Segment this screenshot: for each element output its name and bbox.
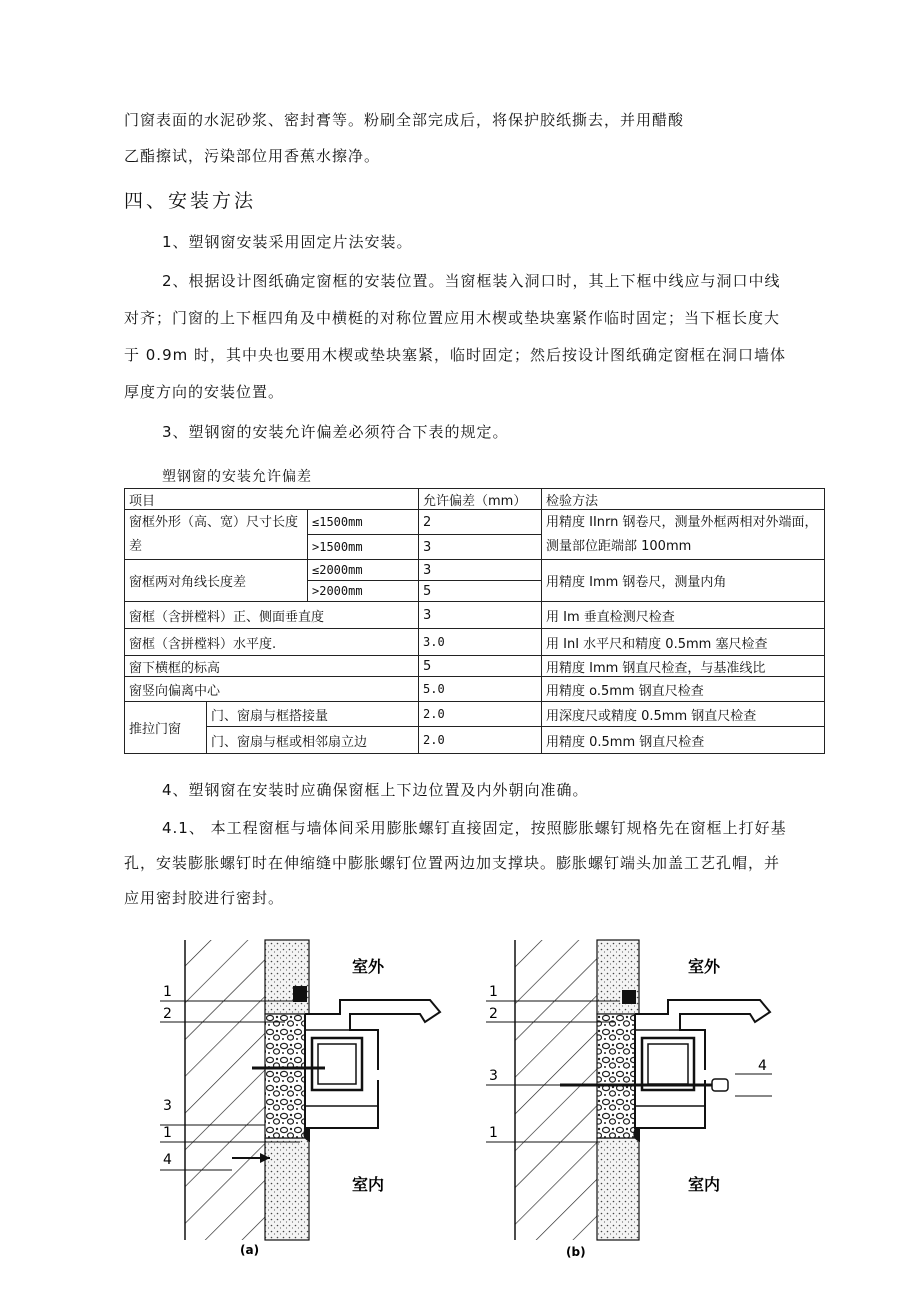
- figure-caption-b: (b): [566, 1245, 586, 1259]
- table-row: [125, 656, 825, 677]
- list-item: 1、塑钢窗安装采用固定片法安装。: [162, 233, 413, 251]
- cell-method: 用 InI 水平尺和精度 0.5mm 塞尺检查: [542, 629, 825, 656]
- cell-group: 推拉门窗: [125, 702, 207, 754]
- cell-condition: ≤2000mm: [308, 560, 419, 581]
- cell-condition: >1500mm: [308, 535, 419, 560]
- steel-reinforcement: [642, 1038, 694, 1090]
- cell-item: 窗下横框的标高: [125, 656, 419, 677]
- list-item: 4.1、 本工程窗框与墙体间采用膨胀螺钉直接固定，按照膨胀螺钉规格先在窗框上打好基: [162, 819, 787, 837]
- label-1b: 1: [489, 1125, 498, 1141]
- cell-item: 窗竖向偏离中心: [125, 677, 419, 702]
- header-item: 项目: [125, 489, 419, 510]
- steel-reinforcement-inner: [318, 1044, 356, 1084]
- paragraph-line: 孔，安装膨胀螺钉时在伸缩缝中膨胀螺钉位置两边加支撑块。膨胀螺钉端头加盖工艺孔帽，并: [124, 854, 781, 872]
- table-header-row: [125, 489, 825, 510]
- cell-item: 门、窗扇与框或相邻扇立边: [207, 727, 419, 754]
- cell-method: 用精度 Imm 钢直尺检查，与基准线比: [542, 656, 825, 677]
- cell-condition: ≤1500mm: [308, 510, 419, 535]
- sealant-block: [622, 990, 636, 1004]
- paragraph-line: 应用密封胶进行密封。: [124, 889, 285, 907]
- paragraph-line: 对齐；门窗的上下框四角及中横梃的对称位置应用木楔或垫块塞紧作临时固定；当下框长度大: [124, 309, 781, 327]
- window-frame: [635, 1000, 770, 1128]
- list-item: 4、塑钢窗在安装时应确保窗框上下边位置及内外朝向准确。: [162, 781, 589, 799]
- cell-tolerance: 3: [419, 602, 542, 629]
- label-1: 1: [163, 984, 172, 1000]
- outside-label: 室外: [352, 957, 385, 976]
- cell-tolerance: 5: [419, 581, 542, 602]
- label-3: 3: [163, 1098, 172, 1114]
- cell-item: 窗框（含拼樘料）水平度.: [125, 629, 419, 656]
- table-row: [125, 702, 825, 727]
- cell-tolerance: 5.0: [419, 677, 542, 702]
- label-3: 3: [489, 1068, 498, 1084]
- sealant-block: [293, 986, 307, 1002]
- label-2: 2: [489, 1006, 498, 1022]
- cell-tolerance: 5: [419, 656, 542, 677]
- detail-a: [160, 940, 440, 1257]
- section-heading: 四、安装方法: [124, 190, 257, 212]
- table-row: [125, 510, 825, 535]
- cell-tolerance: 2.0: [419, 702, 542, 727]
- cell-tolerance: 3: [419, 535, 542, 560]
- cell-item: 窗框外形（高、宽）尺寸长度差: [125, 510, 308, 560]
- cell-item: 门、窗扇与框搭接量: [207, 702, 419, 727]
- wall-hatch: [515, 940, 597, 1240]
- wall-hatch: [185, 940, 265, 1240]
- label-4: 4: [163, 1152, 172, 1168]
- steel-reinforcement: [312, 1038, 362, 1090]
- header-method: 检验方法: [542, 489, 825, 510]
- cell-tolerance: 3.0: [419, 629, 542, 656]
- cell-method: 用精度 IInrn 钢卷尺，测量外框两相对外端面，测量部位距端部 100mm: [542, 510, 825, 560]
- label-1b: 1: [163, 1125, 172, 1141]
- table-row: [125, 677, 825, 702]
- gravel-filler: [265, 1014, 305, 1138]
- table-row: [125, 560, 825, 581]
- table-caption: 塑钢窗的安装允许偏差: [162, 469, 312, 485]
- list-item: 2、根据设计图纸确定窗框的安装位置。当窗框装入洞口时，其上下框中线应与洞口中线: [162, 272, 781, 290]
- label-4: 4: [758, 1058, 767, 1074]
- paragraph-line: 乙酯擦试，污染部位用香蕉水擦净。: [124, 147, 381, 165]
- outside-label: 室外: [688, 957, 721, 976]
- steel-reinforcement-inner: [648, 1044, 688, 1084]
- cell-tolerance: 2: [419, 510, 542, 535]
- detail-b: [486, 940, 772, 1259]
- table-row: [125, 629, 825, 656]
- cell-tolerance: 2.0: [419, 727, 542, 754]
- table-row: [125, 602, 825, 629]
- gravel-filler: [597, 1014, 635, 1138]
- cell-tolerance: 3: [419, 560, 542, 581]
- screw-cap: [712, 1079, 728, 1091]
- label-2: 2: [163, 1006, 172, 1022]
- cell-method: 用深度尺或精度 0.5mm 钢直尺检查: [542, 702, 825, 727]
- table-row: [125, 727, 825, 754]
- cell-method: 用精度 0.5mm 钢直尺检查: [542, 727, 825, 754]
- paragraph-line: 厚度方向的安装位置。: [124, 383, 285, 401]
- plaster-inside: [265, 1138, 309, 1240]
- inside-label: 室内: [352, 1175, 385, 1194]
- cell-method: 用精度 o.5mm 钢直尺检查: [542, 677, 825, 702]
- installation-figure: [0, 930, 920, 1270]
- cell-condition: >2000mm: [308, 581, 419, 602]
- header-tolerance: 允许偏差（mm）: [419, 489, 542, 510]
- cell-method: 用精度 Imm 钢卷尺，测量内角: [542, 560, 825, 602]
- list-item: 3、塑钢窗的安装允许偏差必须符合下表的规定。: [162, 423, 509, 441]
- plaster-inside: [597, 1138, 639, 1240]
- cell-method: 用 Im 垂直检测尺检查: [542, 602, 825, 629]
- inside-label: 室内: [688, 1175, 721, 1194]
- paragraph-line: 门窗表面的水泥砂浆、密封膏等。粉刷全部完成后，将保护胶纸撕去，并用醋酸: [124, 111, 685, 129]
- figure-caption-a: (a): [240, 1243, 260, 1257]
- window-frame: [305, 1000, 440, 1128]
- paragraph-line: 于 0.9m 时，其中央也要用木楔或垫块塞紧，临时固定；然后按设计图纸确定窗框在洞口墙体: [124, 346, 787, 364]
- label-1: 1: [489, 984, 498, 1000]
- cell-item: 窗框（含拼樘料）正、侧面垂直度: [125, 602, 419, 629]
- tolerance-table: [124, 488, 825, 754]
- plaster-outside: [265, 940, 309, 1014]
- cell-item: 窗框两对角线长度差: [125, 560, 308, 602]
